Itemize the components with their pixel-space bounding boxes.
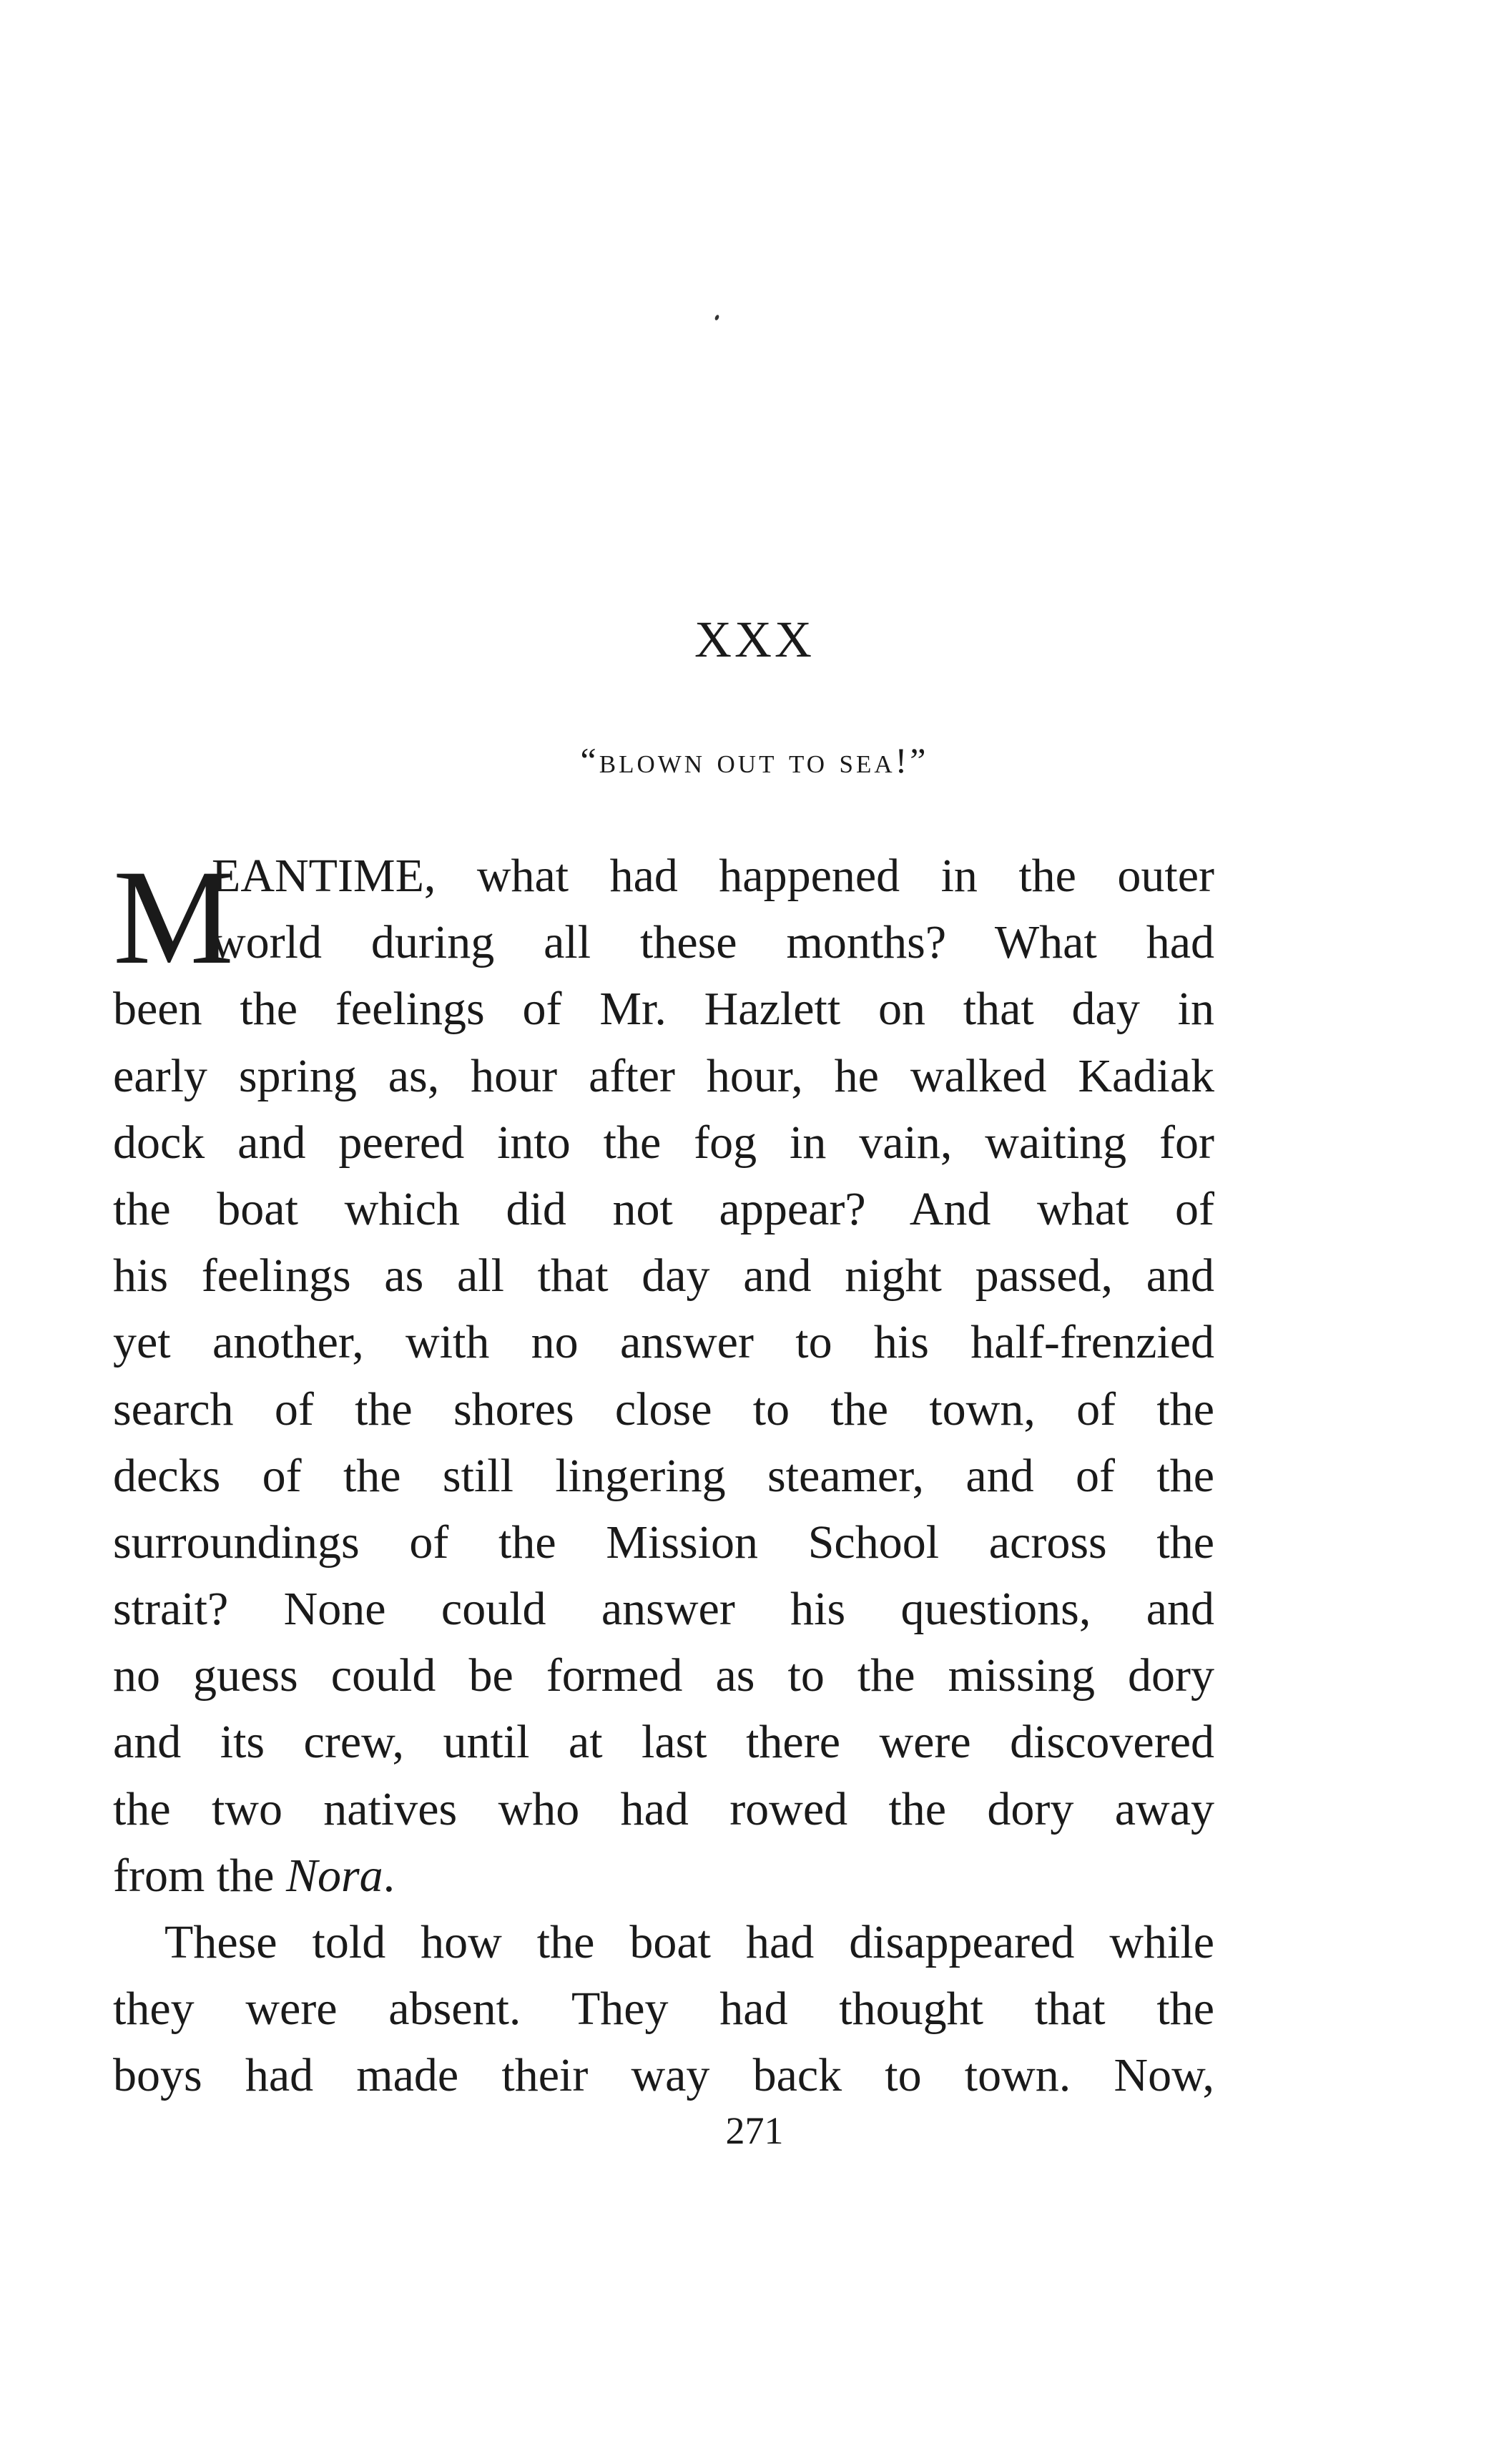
text-line-last: [113, 1842, 1214, 1909]
chapter-number: XXX: [694, 611, 815, 668]
print-speck: [714, 314, 720, 320]
text-line: and its crew, until at last there were discovered: [113, 1716, 1214, 1769]
text-line: been the feelings of Mr. Hazlett on that day in: [113, 983, 1214, 1036]
text-line: no guess could be formed as to the missing dory: [113, 1649, 1214, 1702]
text-line: early spring as, hour after hour, he walked Kadiak: [113, 1049, 1214, 1102]
text-line: surroundings of the Mission School across the: [113, 1516, 1214, 1569]
text-line: strait? None could answer his questions, and: [113, 1583, 1214, 1636]
ship-name: Nora: [285, 1849, 383, 1902]
text-line: his feelings as all that day and night passed, and: [113, 1250, 1214, 1302]
paragraph-1: [113, 843, 1214, 1909]
text-line: dock and peered into the fog in vain, waiting for: [113, 1116, 1214, 1169]
text-line: EANTIME, what had happened in the outer: [212, 850, 1214, 902]
body-text: [113, 843, 1214, 2109]
chapter-title-text: “blown out to sea!”: [580, 740, 929, 780]
text-line: boys had made their way back to town. Now,: [113, 2049, 1214, 2102]
text-line: world during all these months? What had: [212, 916, 1214, 969]
last-line-prefix: from the: [113, 1849, 286, 1902]
page-number: 271: [725, 2109, 784, 2152]
text-line: the two natives who had rowed the dory away: [113, 1782, 1214, 1835]
text-line: search of the shores close to the town, of the: [113, 1383, 1214, 1435]
chapter-title: [0, 742, 1509, 778]
drop-cap: M: [113, 843, 234, 993]
text-line: the boat which did not appear? And what of: [113, 1182, 1214, 1235]
last-line-suffix: .: [383, 1849, 395, 1902]
text-line: decks of the still lingering steamer, and of the: [113, 1449, 1214, 1502]
text-line: These told how the boat had disappeared while: [164, 1916, 1214, 1968]
paragraph-2: [113, 1909, 1214, 2109]
text-line: yet another, with no answer to his half-frenzied: [113, 1316, 1214, 1369]
text-line: they were absent. They had thought that the: [113, 1983, 1214, 2036]
